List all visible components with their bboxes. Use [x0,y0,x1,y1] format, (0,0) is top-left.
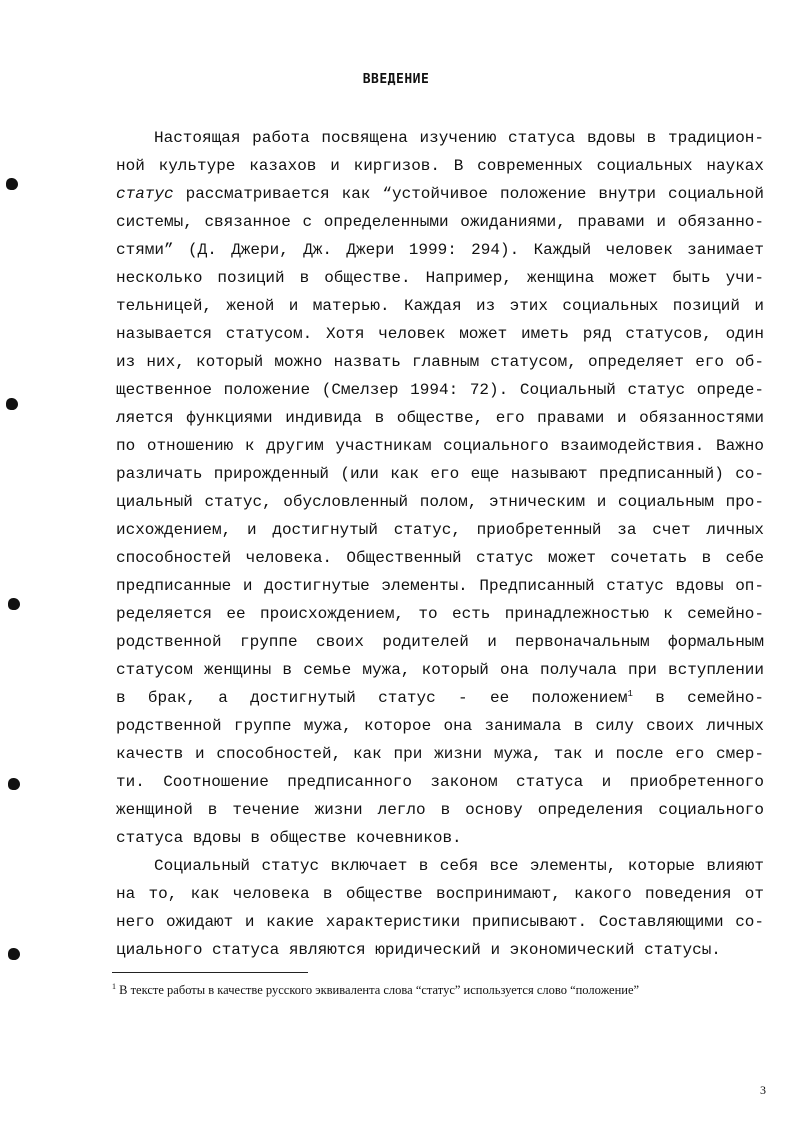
text-line: Настоящая работа посвящена изучению статуса вдовы в традицион- [154,129,764,147]
text-line: ляется функциями индивида в обществе, его правами и обязанностями [116,409,764,427]
text-line: него ожидают и какие характеристики приписывают. Составляющими со- [116,913,764,931]
text-line: циальный статус, обусловленный полом, этническим и социальным про- [116,493,764,511]
text-line: системы, связанное с определенными ожиданиями, правами и обязанно- [116,213,764,231]
text-line: Социальный статус включает в себя все элементы, которые влияют [154,857,764,875]
footnote-separator [112,972,308,973]
text-segment: в семейно- [632,689,764,707]
binding-hole-mark [6,178,18,190]
text-line: несколько позиций в обществе. Например, женщина может быть учи- [116,269,764,287]
term-status: статус [116,185,174,203]
footnote-marker: 1 [112,982,116,991]
text-line: различать прирожденный (или как его еще называют предписанный) со- [116,465,764,483]
text-line [116,684,764,712]
text-line: тельницей, женой и матерью. Каждая из этих социальных позиций и [116,297,764,315]
text-line [116,180,764,208]
main-text [116,124,764,964]
text-line: статусом женщины в семье мужа, который она получала при вступлении [116,661,764,679]
text-segment: в брак, а достигнутый статус - ее положением [116,689,628,707]
text-line: стями” (Д. Джери, Дж. Джери 1999: 294). Каждый человек занимает [116,241,764,259]
text-line: ти. Соотношение предписанного законом статуса и приобретенного [116,773,764,791]
text-line: ной культуре казахов и киргизов. В современных социальных науках [116,157,764,175]
text-segment: рассматривается как “устойчивое положение внутри социальной [173,185,764,203]
text-line: предписанные и достигнутые элементы. Предписанный статус вдовы оп- [116,577,764,595]
binding-hole-mark [8,598,20,610]
footnote [112,983,639,998]
text-line: способностей человека. Общественный статус может сочетать в себе [116,549,764,567]
text-line: женщиной в течение жизни легло в основу определения социального [116,801,764,819]
binding-hole-mark [6,398,18,410]
text-line: исхождением, и достигнутый статус, приобретенный за счет личных [116,521,764,539]
page-title: ВВЕДЕНИЕ [362,72,430,87]
page-number: 3 [760,1083,766,1097]
text-line: родственной группе мужа, которое она занимала в силу своих личных [116,717,764,735]
text-line: качеств и способностей, как при жизни мужа, так и после его смер- [116,745,764,763]
text-line: по отношению к другим участникам социального взаимодействия. Важно [116,437,764,455]
footnote-reference: 1 [627,689,633,699]
footnote-text: В тексте работы в качестве русского эквивалента слова “статус” используется слово “положение” [116,983,640,997]
text-line: статуса вдовы в обществе кочевников. [116,829,462,847]
text-line: родственной группе своих родителей и первоначальным формальным [116,633,764,651]
binding-hole-mark [8,778,20,790]
text-line: щественное положение (Смелзер 1994: 72). Социальный статус опреде- [116,381,764,399]
text-line: ределяется ее происхождением, то есть принадлежностью к семейно- [116,605,764,623]
text-line: циального статуса являются юридический и экономический статусы. [116,941,721,959]
binding-hole-mark [8,948,20,960]
text-line: на то, как человека в обществе воспринимают, какого поведения от [116,885,764,903]
text-line: из них, который можно назвать главным статусом, определяет его об- [116,353,764,371]
text-line: называется статусом. Хотя человек может иметь ряд статусов, один [116,325,764,343]
